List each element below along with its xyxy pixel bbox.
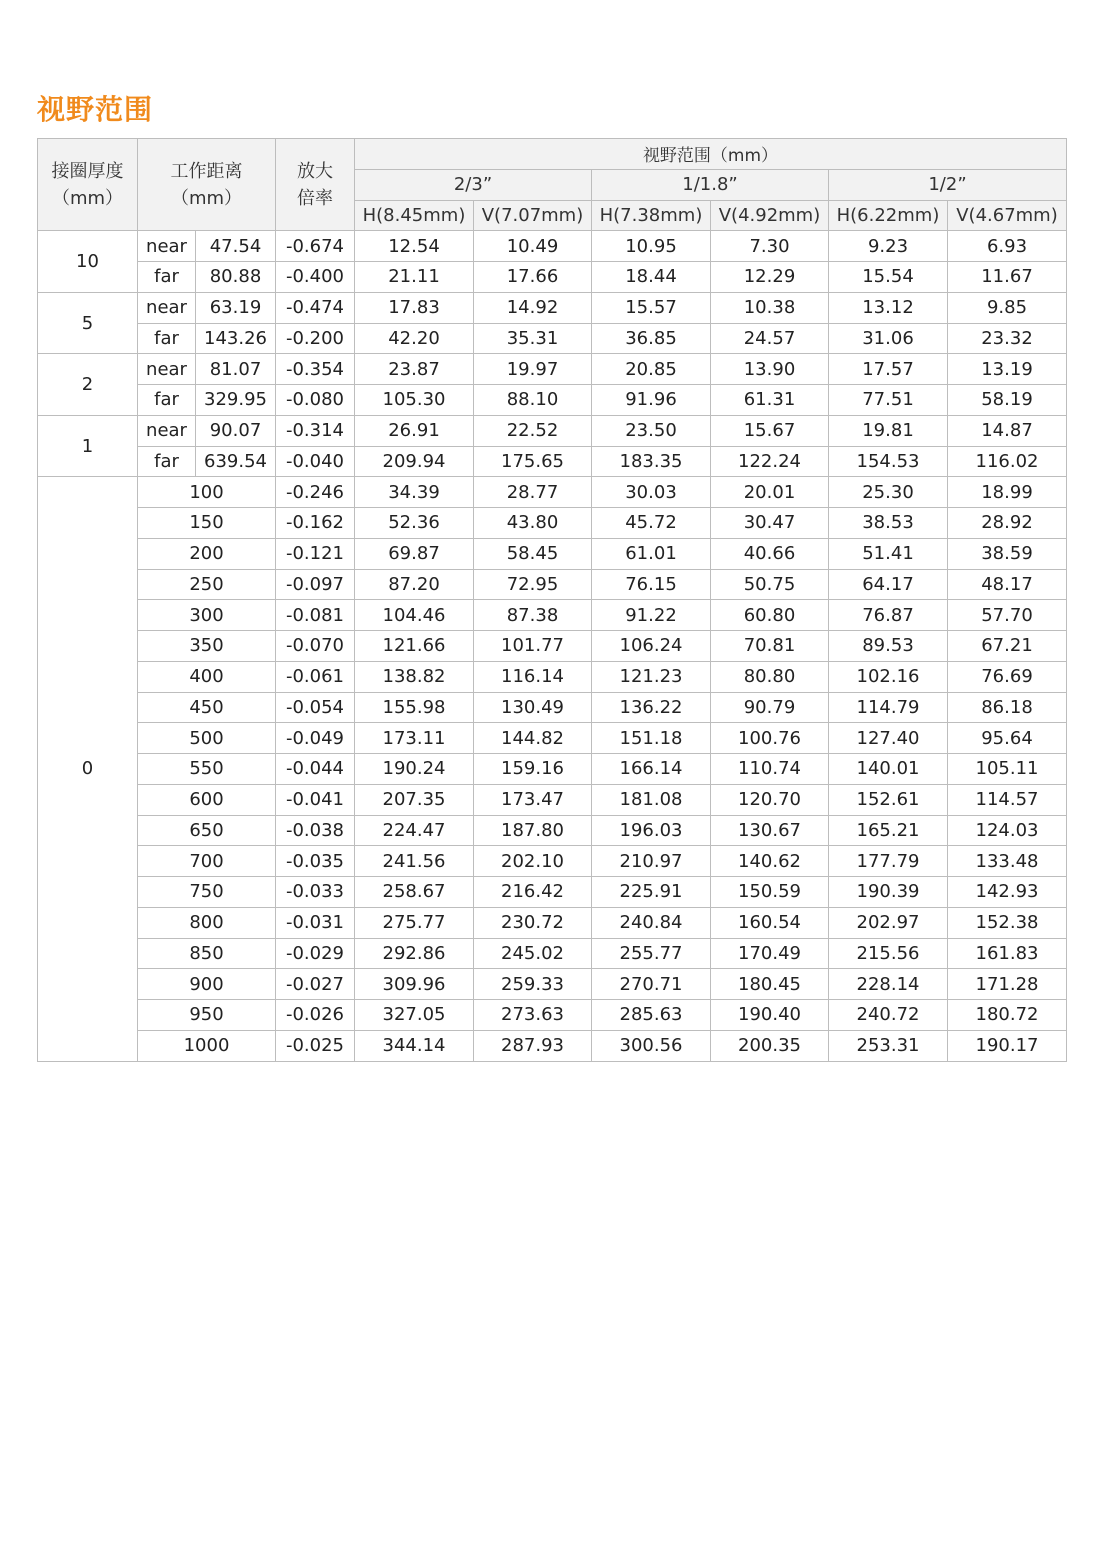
fov-value-cell: 173.11 — [355, 723, 474, 754]
fov-value-cell: 196.03 — [592, 815, 711, 846]
fov-value-cell: 80.80 — [711, 661, 829, 692]
fov-value-cell: 87.38 — [474, 600, 592, 631]
fov-value-cell: 133.48 — [948, 846, 1067, 877]
fov-value-cell: 20.85 — [592, 354, 711, 385]
table-header — [38, 139, 1067, 231]
magnification-header: 放大 倍率 — [276, 139, 355, 231]
fov-value-cell: 136.22 — [592, 692, 711, 723]
fov-value-cell: 45.72 — [592, 508, 711, 539]
fov-value-cell: 180.72 — [948, 1000, 1067, 1031]
fov-value-cell: 116.14 — [474, 661, 592, 692]
fov-value-cell: 327.05 — [355, 1000, 474, 1031]
fov-value-cell: 161.83 — [948, 938, 1067, 969]
working-distance-cell: 450 — [138, 692, 276, 723]
fov-value-cell: 18.44 — [592, 262, 711, 293]
table-row — [38, 262, 1067, 293]
table-row — [38, 877, 1067, 908]
sensor-header-2-3: 2/3” — [355, 169, 592, 200]
fov-value-cell: 12.29 — [711, 262, 829, 293]
fov-value-cell: 26.91 — [355, 415, 474, 446]
fov-value-cell: 170.49 — [711, 938, 829, 969]
fov-value-cell: 202.10 — [474, 846, 592, 877]
fov-value-cell: 61.01 — [592, 538, 711, 569]
fov-value-cell: 13.12 — [829, 292, 948, 323]
fov-value-cell: 30.47 — [711, 508, 829, 539]
fov-table — [37, 138, 1067, 1062]
fov-value-cell: 190.40 — [711, 1000, 829, 1031]
ring-thickness-cell: 0 — [38, 477, 138, 1061]
fov-value-cell: 154.53 — [829, 446, 948, 477]
fov-value-cell: 58.19 — [948, 385, 1067, 416]
table-row — [38, 907, 1067, 938]
fov-value-cell: 76.15 — [592, 569, 711, 600]
fov-value-cell: 35.31 — [474, 323, 592, 354]
magnification-cell: -0.162 — [276, 508, 355, 539]
fov-value-cell: 10.38 — [711, 292, 829, 323]
sensor-v-header: V(7.07mm) — [474, 200, 592, 231]
table-row — [38, 661, 1067, 692]
sensor-v-header: V(4.92mm) — [711, 200, 829, 231]
fov-header: 视野范围（mm） — [355, 139, 1067, 170]
fov-value-cell: 19.81 — [829, 415, 948, 446]
fov-value-cell: 43.80 — [474, 508, 592, 539]
fov-value-cell: 200.35 — [711, 1030, 829, 1061]
ring-thickness-header: 接圈厚度 （mm） — [38, 139, 138, 231]
fov-value-cell: 14.92 — [474, 292, 592, 323]
magnification-cell: -0.026 — [276, 1000, 355, 1031]
fov-value-cell: 202.97 — [829, 907, 948, 938]
magnification-cell: -0.033 — [276, 877, 355, 908]
fov-value-cell: 30.03 — [592, 477, 711, 508]
fov-value-cell: 152.61 — [829, 784, 948, 815]
working-distance-cell: 80.88 — [196, 262, 276, 293]
fov-value-cell: 130.67 — [711, 815, 829, 846]
fov-value-cell: 102.16 — [829, 661, 948, 692]
fov-value-cell: 114.79 — [829, 692, 948, 723]
fov-value-cell: 95.64 — [948, 723, 1067, 754]
fov-value-cell: 88.10 — [474, 385, 592, 416]
distance-label-cell: far — [138, 323, 196, 354]
fov-value-cell: 23.50 — [592, 415, 711, 446]
fov-value-cell: 165.21 — [829, 815, 948, 846]
fov-value-cell: 23.87 — [355, 354, 474, 385]
fov-value-cell: 245.02 — [474, 938, 592, 969]
fov-value-cell: 209.94 — [355, 446, 474, 477]
distance-label-cell: near — [138, 231, 196, 262]
fov-value-cell: 110.74 — [711, 754, 829, 785]
fov-value-cell: 187.80 — [474, 815, 592, 846]
distance-label-cell: near — [138, 292, 196, 323]
fov-value-cell: 10.95 — [592, 231, 711, 262]
fov-value-cell: 13.19 — [948, 354, 1067, 385]
fov-value-cell: 7.30 — [711, 231, 829, 262]
fov-value-cell: 171.28 — [948, 969, 1067, 1000]
table-row — [38, 231, 1067, 262]
fov-value-cell: 105.11 — [948, 754, 1067, 785]
fov-value-cell: 13.90 — [711, 354, 829, 385]
ring-thickness-cell: 2 — [38, 354, 138, 416]
magnification-cell: -0.061 — [276, 661, 355, 692]
fov-value-cell: 122.24 — [711, 446, 829, 477]
fov-value-cell: 116.02 — [948, 446, 1067, 477]
sensor-header-1-1.8: 1/1.8” — [592, 169, 829, 200]
fov-value-cell: 70.81 — [711, 631, 829, 662]
working-distance-header: 工作距离 （mm） — [138, 139, 276, 231]
working-distance-cell: 200 — [138, 538, 276, 569]
fov-value-cell: 14.87 — [948, 415, 1067, 446]
fov-value-cell: 58.45 — [474, 538, 592, 569]
working-distance-cell: 250 — [138, 569, 276, 600]
fov-value-cell: 51.41 — [829, 538, 948, 569]
working-distance-cell: 100 — [138, 477, 276, 508]
working-distance-cell: 850 — [138, 938, 276, 969]
working-distance-cell: 350 — [138, 631, 276, 662]
fov-value-cell: 270.71 — [592, 969, 711, 1000]
working-distance-cell: 650 — [138, 815, 276, 846]
fov-value-cell: 224.47 — [355, 815, 474, 846]
magnification-cell: -0.027 — [276, 969, 355, 1000]
fov-value-cell: 140.62 — [711, 846, 829, 877]
fov-value-cell: 287.93 — [474, 1030, 592, 1061]
fov-value-cell: 17.57 — [829, 354, 948, 385]
distance-label-cell: near — [138, 415, 196, 446]
fov-value-cell: 90.79 — [711, 692, 829, 723]
working-distance-cell: 47.54 — [196, 231, 276, 262]
fov-value-cell: 183.35 — [592, 446, 711, 477]
table-row — [38, 815, 1067, 846]
magnification-cell: -0.054 — [276, 692, 355, 723]
fov-value-cell: 151.18 — [592, 723, 711, 754]
fov-value-cell: 255.77 — [592, 938, 711, 969]
fov-value-cell: 207.35 — [355, 784, 474, 815]
fov-value-cell: 9.23 — [829, 231, 948, 262]
magnification-cell: -0.474 — [276, 292, 355, 323]
fov-value-cell: 216.42 — [474, 877, 592, 908]
magnification-cell: -0.040 — [276, 446, 355, 477]
fov-value-cell: 127.40 — [829, 723, 948, 754]
working-distance-cell: 600 — [138, 784, 276, 815]
working-distance-cell: 900 — [138, 969, 276, 1000]
fov-value-cell: 230.72 — [474, 907, 592, 938]
table-row — [38, 784, 1067, 815]
magnification-cell: -0.049 — [276, 723, 355, 754]
fov-value-cell: 210.97 — [592, 846, 711, 877]
fov-value-cell: 285.63 — [592, 1000, 711, 1031]
fov-value-cell: 86.18 — [948, 692, 1067, 723]
magnification-cell: -0.038 — [276, 815, 355, 846]
table-row — [38, 846, 1067, 877]
ring-thickness-cell: 1 — [38, 415, 138, 477]
magnification-cell: -0.031 — [276, 907, 355, 938]
working-distance-cell: 800 — [138, 907, 276, 938]
fov-value-cell: 140.01 — [829, 754, 948, 785]
fov-value-cell: 15.57 — [592, 292, 711, 323]
page-title: 视野范围 — [37, 93, 154, 126]
magnification-cell: -0.081 — [276, 600, 355, 631]
fov-value-cell: 104.46 — [355, 600, 474, 631]
fov-value-cell: 160.54 — [711, 907, 829, 938]
fov-value-cell: 175.65 — [474, 446, 592, 477]
magnification-cell: -0.354 — [276, 354, 355, 385]
fov-value-cell: 130.49 — [474, 692, 592, 723]
distance-label-cell: far — [138, 446, 196, 477]
fov-value-cell: 253.31 — [829, 1030, 948, 1061]
fov-value-cell: 190.39 — [829, 877, 948, 908]
fov-value-cell: 40.66 — [711, 538, 829, 569]
fov-value-cell: 124.03 — [948, 815, 1067, 846]
fov-value-cell: 259.33 — [474, 969, 592, 1000]
fov-value-cell: 177.79 — [829, 846, 948, 877]
fov-value-cell: 6.93 — [948, 231, 1067, 262]
fov-value-cell: 106.24 — [592, 631, 711, 662]
table-row — [38, 969, 1067, 1000]
fov-value-cell: 36.85 — [592, 323, 711, 354]
magnification-cell: -0.044 — [276, 754, 355, 785]
fov-value-cell: 150.59 — [711, 877, 829, 908]
fov-value-cell: 42.20 — [355, 323, 474, 354]
fov-value-cell: 28.92 — [948, 508, 1067, 539]
table-row — [38, 569, 1067, 600]
fov-value-cell: 25.30 — [829, 477, 948, 508]
fov-value-cell: 72.95 — [474, 569, 592, 600]
fov-value-cell: 138.82 — [355, 661, 474, 692]
fov-value-cell: 121.23 — [592, 661, 711, 692]
table-row — [38, 508, 1067, 539]
working-distance-cell: 329.95 — [196, 385, 276, 416]
table-row — [38, 292, 1067, 323]
fov-value-cell: 228.14 — [829, 969, 948, 1000]
fov-value-cell: 64.17 — [829, 569, 948, 600]
fov-value-cell: 180.45 — [711, 969, 829, 1000]
magnification-cell: -0.029 — [276, 938, 355, 969]
fov-value-cell: 152.38 — [948, 907, 1067, 938]
working-distance-cell: 639.54 — [196, 446, 276, 477]
magnification-cell: -0.070 — [276, 631, 355, 662]
fov-value-cell: 61.31 — [711, 385, 829, 416]
table-row — [38, 631, 1067, 662]
magnification-cell: -0.246 — [276, 477, 355, 508]
fov-value-cell: 60.80 — [711, 600, 829, 631]
working-distance-cell: 500 — [138, 723, 276, 754]
fov-value-cell: 34.39 — [355, 477, 474, 508]
fov-value-cell: 159.16 — [474, 754, 592, 785]
fov-value-cell: 11.67 — [948, 262, 1067, 293]
table-row — [38, 477, 1067, 508]
fov-value-cell: 275.77 — [355, 907, 474, 938]
fov-value-cell: 166.14 — [592, 754, 711, 785]
sensor-h-header: H(8.45mm) — [355, 200, 474, 231]
fov-value-cell: 28.77 — [474, 477, 592, 508]
table-row — [38, 754, 1067, 785]
working-distance-cell: 950 — [138, 1000, 276, 1031]
sensor-h-header: H(7.38mm) — [592, 200, 711, 231]
fov-value-cell: 190.24 — [355, 754, 474, 785]
fov-value-cell: 142.93 — [948, 877, 1067, 908]
working-distance-cell: 750 — [138, 877, 276, 908]
table-row — [38, 938, 1067, 969]
sensor-h-header: H(6.22mm) — [829, 200, 948, 231]
table-row — [38, 538, 1067, 569]
table-row — [38, 415, 1067, 446]
fov-value-cell: 309.96 — [355, 969, 474, 1000]
fov-value-cell: 114.57 — [948, 784, 1067, 815]
fov-value-cell: 20.01 — [711, 477, 829, 508]
fov-value-cell: 76.87 — [829, 600, 948, 631]
magnification-cell: -0.041 — [276, 784, 355, 815]
fov-value-cell: 15.54 — [829, 262, 948, 293]
working-distance-cell: 700 — [138, 846, 276, 877]
fov-value-cell: 144.82 — [474, 723, 592, 754]
fov-value-cell: 215.56 — [829, 938, 948, 969]
fov-value-cell: 52.36 — [355, 508, 474, 539]
fov-value-cell: 31.06 — [829, 323, 948, 354]
table-row — [38, 446, 1067, 477]
fov-value-cell: 240.84 — [592, 907, 711, 938]
distance-label-cell: far — [138, 385, 196, 416]
table-row — [38, 723, 1067, 754]
fov-value-cell: 18.99 — [948, 477, 1067, 508]
table-row — [38, 692, 1067, 723]
fov-value-cell: 91.96 — [592, 385, 711, 416]
table-row — [38, 1000, 1067, 1031]
fov-value-cell: 21.11 — [355, 262, 474, 293]
fov-value-cell: 100.76 — [711, 723, 829, 754]
magnification-cell: -0.400 — [276, 262, 355, 293]
fov-value-cell: 48.17 — [948, 569, 1067, 600]
table-row — [38, 354, 1067, 385]
fov-value-cell: 67.21 — [948, 631, 1067, 662]
fov-value-cell: 344.14 — [355, 1030, 474, 1061]
working-distance-cell: 300 — [138, 600, 276, 631]
magnification-cell: -0.097 — [276, 569, 355, 600]
magnification-cell: -0.314 — [276, 415, 355, 446]
working-distance-cell: 400 — [138, 661, 276, 692]
magnification-cell: -0.674 — [276, 231, 355, 262]
fov-value-cell: 155.98 — [355, 692, 474, 723]
fov-value-cell: 101.77 — [474, 631, 592, 662]
fov-value-cell: 12.54 — [355, 231, 474, 262]
fov-value-cell: 50.75 — [711, 569, 829, 600]
table-row — [38, 385, 1067, 416]
fov-value-cell: 89.53 — [829, 631, 948, 662]
fov-value-cell: 69.87 — [355, 538, 474, 569]
fov-value-cell: 15.67 — [711, 415, 829, 446]
table-body — [38, 231, 1067, 1061]
fov-value-cell: 17.66 — [474, 262, 592, 293]
fov-value-cell: 17.83 — [355, 292, 474, 323]
table-row — [38, 600, 1067, 631]
fov-value-cell: 38.53 — [829, 508, 948, 539]
distance-label-cell: near — [138, 354, 196, 385]
distance-label-cell: far — [138, 262, 196, 293]
magnification-cell: -0.200 — [276, 323, 355, 354]
fov-value-cell: 22.52 — [474, 415, 592, 446]
working-distance-cell: 550 — [138, 754, 276, 785]
fov-value-cell: 273.63 — [474, 1000, 592, 1031]
fov-value-cell: 57.70 — [948, 600, 1067, 631]
fov-value-cell: 19.97 — [474, 354, 592, 385]
working-distance-cell: 150 — [138, 508, 276, 539]
fov-value-cell: 190.17 — [948, 1030, 1067, 1061]
magnification-cell: -0.035 — [276, 846, 355, 877]
working-distance-cell: 143.26 — [196, 323, 276, 354]
sensor-v-header: V(4.67mm) — [948, 200, 1067, 231]
magnification-cell: -0.025 — [276, 1030, 355, 1061]
working-distance-cell: 1000 — [138, 1030, 276, 1061]
table-row — [38, 323, 1067, 354]
fov-value-cell: 173.47 — [474, 784, 592, 815]
fov-value-cell: 9.85 — [948, 292, 1067, 323]
fov-value-cell: 77.51 — [829, 385, 948, 416]
fov-value-cell: 120.70 — [711, 784, 829, 815]
fov-value-cell: 91.22 — [592, 600, 711, 631]
fov-value-cell: 87.20 — [355, 569, 474, 600]
working-distance-cell: 90.07 — [196, 415, 276, 446]
fov-value-cell: 10.49 — [474, 231, 592, 262]
fov-value-cell: 23.32 — [948, 323, 1067, 354]
sensor-header-1-2: 1/2” — [829, 169, 1067, 200]
fov-value-cell: 181.08 — [592, 784, 711, 815]
table-row — [38, 1030, 1067, 1061]
ring-thickness-cell: 5 — [38, 292, 138, 354]
working-distance-cell: 63.19 — [196, 292, 276, 323]
fov-value-cell: 292.86 — [355, 938, 474, 969]
fov-value-cell: 225.91 — [592, 877, 711, 908]
magnification-cell: -0.121 — [276, 538, 355, 569]
magnification-cell: -0.080 — [276, 385, 355, 416]
working-distance-cell: 81.07 — [196, 354, 276, 385]
fov-value-cell: 121.66 — [355, 631, 474, 662]
fov-value-cell: 38.59 — [948, 538, 1067, 569]
fov-value-cell: 105.30 — [355, 385, 474, 416]
fov-value-cell: 300.56 — [592, 1030, 711, 1061]
fov-value-cell: 24.57 — [711, 323, 829, 354]
fov-value-cell: 76.69 — [948, 661, 1067, 692]
fov-value-cell: 258.67 — [355, 877, 474, 908]
ring-thickness-cell: 10 — [38, 231, 138, 293]
fov-value-cell: 241.56 — [355, 846, 474, 877]
fov-value-cell: 240.72 — [829, 1000, 948, 1031]
